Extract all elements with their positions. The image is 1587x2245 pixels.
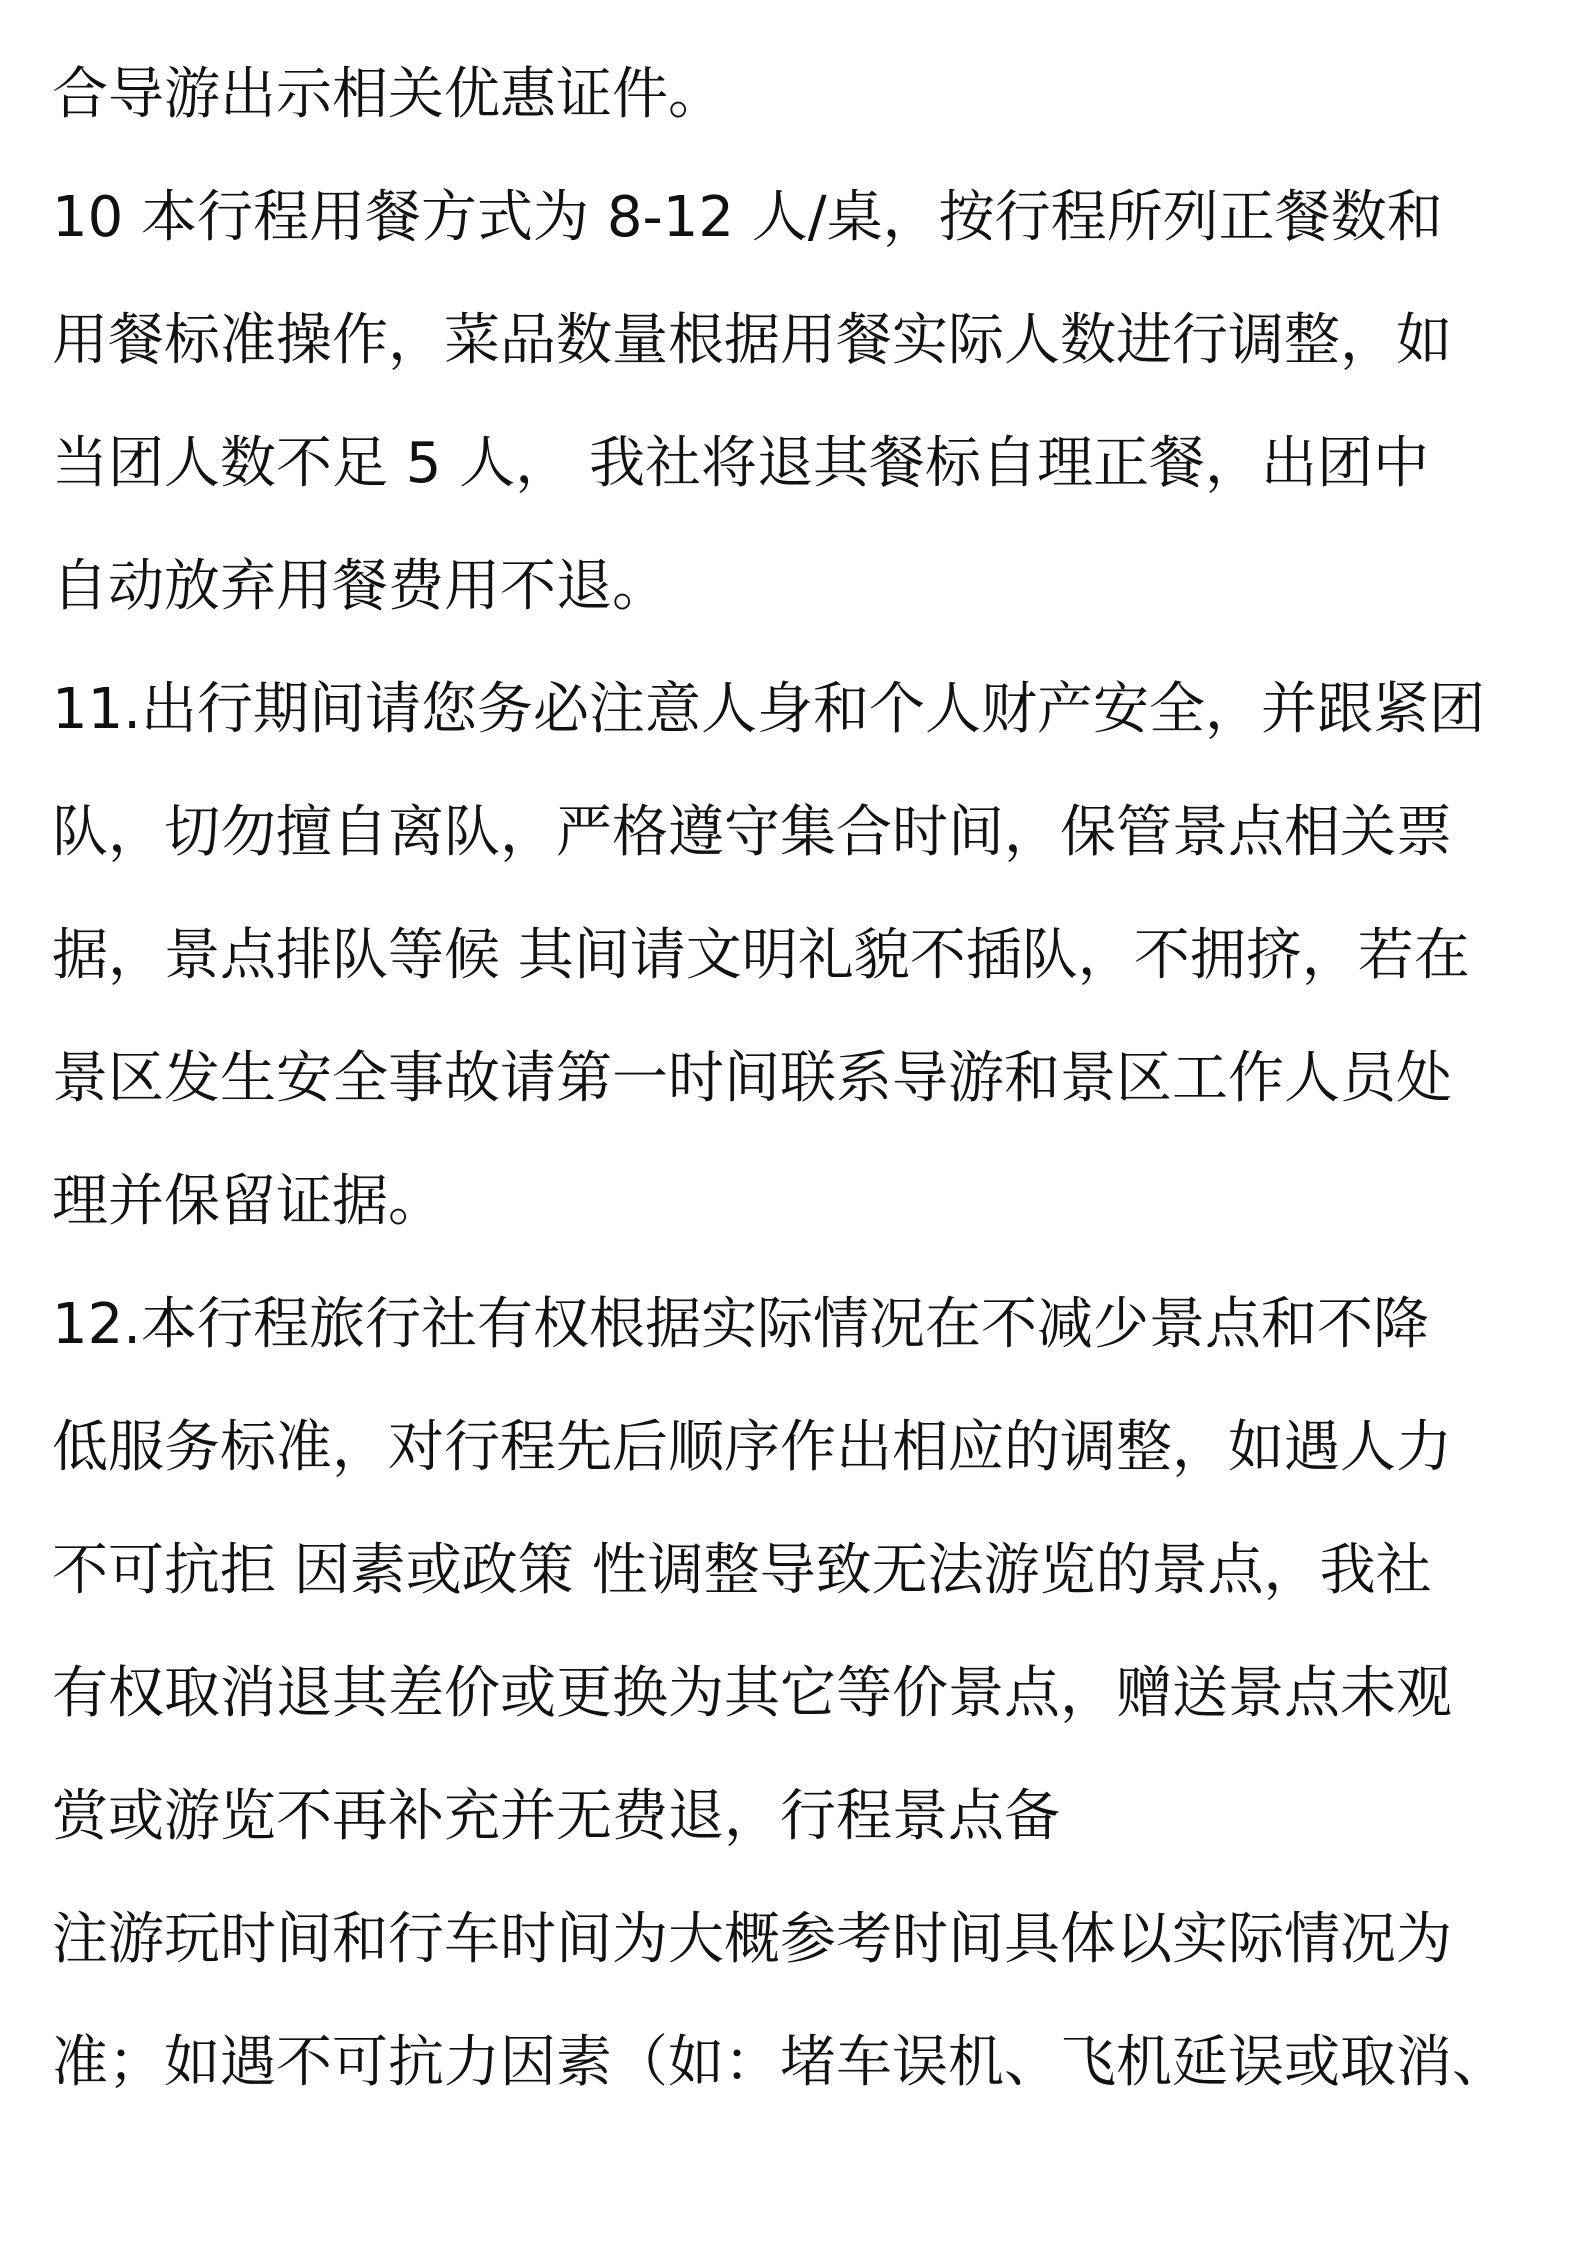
text-line: 理并保留证据。 — [52, 1169, 444, 1234]
text-line: 自动放弃用餐费用不退。 — [52, 554, 668, 619]
text-line: 据，景点排队等候 其间请文明礼貌不插队，不拥挤，若在 — [52, 923, 1470, 988]
text-line: 当团人数不足 5 人， 我社将退其餐标自理正餐，出团中 — [52, 431, 1430, 496]
text-line: 赏或游览不再补充并无费退，行程景点备 — [52, 1784, 1060, 1849]
text-line: 不可抗拒 因素或政策 性调整导致无法游览的景点，我社 — [52, 1538, 1432, 1603]
text-line: 景区发生安全事故请第一时间联系导游和景区工作人员处 — [52, 1046, 1452, 1111]
text-line: 12.本行程旅行社有权根据实际情况在不减少景点和不降 — [52, 1292, 1430, 1357]
text-line: 11.出行期间请您务必注意人身和个人财产安全，并跟紧团 — [52, 677, 1486, 742]
text-line: 低服务标准，对行程先后顺序作出相应的调整，如遇人力 — [52, 1415, 1452, 1480]
text-line: 队，切勿擅自离队，严格遵守集合时间，保管景点相关票 — [52, 800, 1452, 865]
text-line: 有权取消退其差价或更换为其它等价景点，赠送景点未观 — [52, 1661, 1452, 1726]
text-line: 准；如遇不可抗力因素（如：堵车误机、飞机延误或取消、 — [52, 2030, 1508, 2095]
text-line: 注游玩时间和行车时间为大概参考时间具体以实际情况为 — [52, 1907, 1452, 1972]
text-line: 10 本行程用餐方式为 8-12 人/桌，按行程所列正餐数和 — [52, 185, 1443, 250]
text-line: 用餐标准操作，菜品数量根据用餐实际人数进行调整，如 — [52, 308, 1452, 373]
text-line: 合导游出示相关优惠证件。 — [52, 62, 724, 127]
